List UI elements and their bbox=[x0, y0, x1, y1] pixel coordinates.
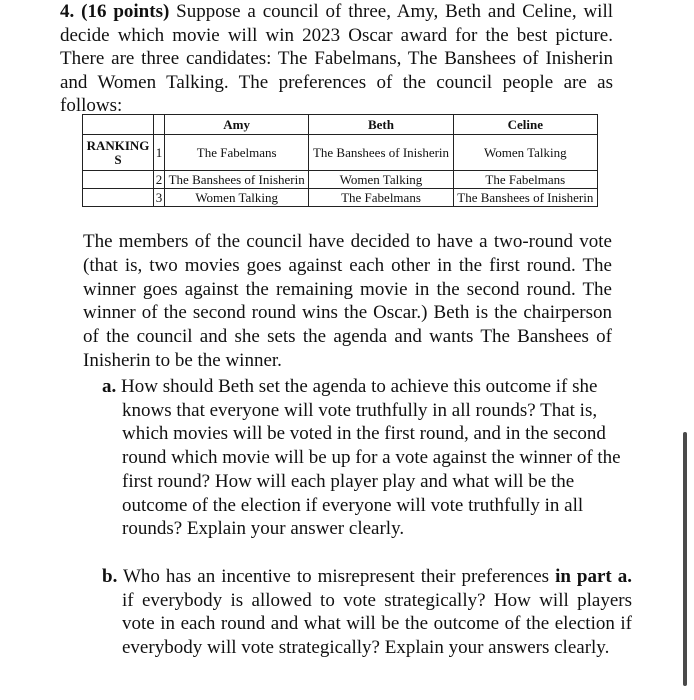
cell-amy: The Fabelmans bbox=[165, 135, 309, 171]
rank-number: 1 bbox=[154, 135, 165, 171]
header-beth: Beth bbox=[309, 115, 453, 135]
table-row bbox=[83, 171, 598, 189]
cell-beth: The Fabelmans bbox=[309, 189, 453, 207]
cell-celine: The Banshees of Inisherin bbox=[453, 189, 597, 207]
rank-number: 2 bbox=[154, 171, 165, 189]
cell-beth: Women Talking bbox=[309, 171, 453, 189]
header-amy: Amy bbox=[165, 115, 309, 135]
rankings-label: RANKINGS bbox=[83, 135, 154, 171]
table-row bbox=[83, 189, 598, 207]
table-header-row bbox=[83, 115, 598, 135]
part-b-bold-phrase: in part a. bbox=[555, 566, 633, 587]
rank-label-blank bbox=[83, 189, 154, 207]
question-intro bbox=[60, 0, 613, 118]
part-b-label: b. bbox=[102, 566, 118, 587]
part-b-text-after: if everybody is allowed to vote strategically? How will players vote in each round and what will be the outcome of the election if everybody will vote strategically? Explain your answers clearly. bbox=[122, 589, 632, 659]
preferences-table bbox=[82, 114, 598, 207]
question-points: (16 points) bbox=[81, 1, 170, 22]
part-b-text-before: Who has an incentive to misrepresent their preferences bbox=[123, 566, 550, 587]
part-a-label: a. bbox=[102, 376, 117, 397]
header-celine: Celine bbox=[453, 115, 597, 135]
question-number: 4. bbox=[60, 1, 75, 22]
part-b bbox=[102, 565, 632, 660]
header-blank bbox=[83, 115, 154, 135]
rank-number: 3 bbox=[154, 189, 165, 207]
cell-celine: The Fabelmans bbox=[453, 171, 597, 189]
cell-celine: Women Talking bbox=[453, 135, 597, 171]
table-row bbox=[83, 135, 598, 171]
part-a bbox=[102, 375, 632, 541]
vertical-scrollbar[interactable] bbox=[683, 432, 687, 686]
council-description: The members of the council have decided to have a two-round vote (that is, two movies goes against each other in the first round. The winner goes against the remaining movie in the second round. The winner of the second round wins the Oscar.) Beth is the chairperson of the council and she sets the agenda and wants The Banshees of Inisherin to be the winner. bbox=[83, 231, 612, 371]
header-blank-num bbox=[154, 115, 165, 135]
question-intro-text: Suppose a council of three, Amy, Beth and Celine, will decide which movie will win 2023 Oscar award for the best picture. There are three candidates: The Fabelmans, The Banshees of Inisherin and Women Talking. The preferences of the council people are as follows: bbox=[60, 1, 614, 116]
part-a-text: How should Beth set the agenda to achieve this outcome if she knows that everyone will vote truthfully in all rounds? That is, which movies will be voted in the first round, and in the second round which movie will be up for a vote against the winner of the first round? How will each player play and what will be the outcome of the election if everyone will vote truthfully in all rounds? Explain your answer clearly. bbox=[121, 376, 621, 540]
cell-beth: The Banshees of Inisherin bbox=[309, 135, 453, 171]
cell-amy: The Banshees of Inisherin bbox=[165, 171, 309, 189]
cell-amy: Women Talking bbox=[165, 189, 309, 207]
rank-label-blank bbox=[83, 171, 154, 189]
